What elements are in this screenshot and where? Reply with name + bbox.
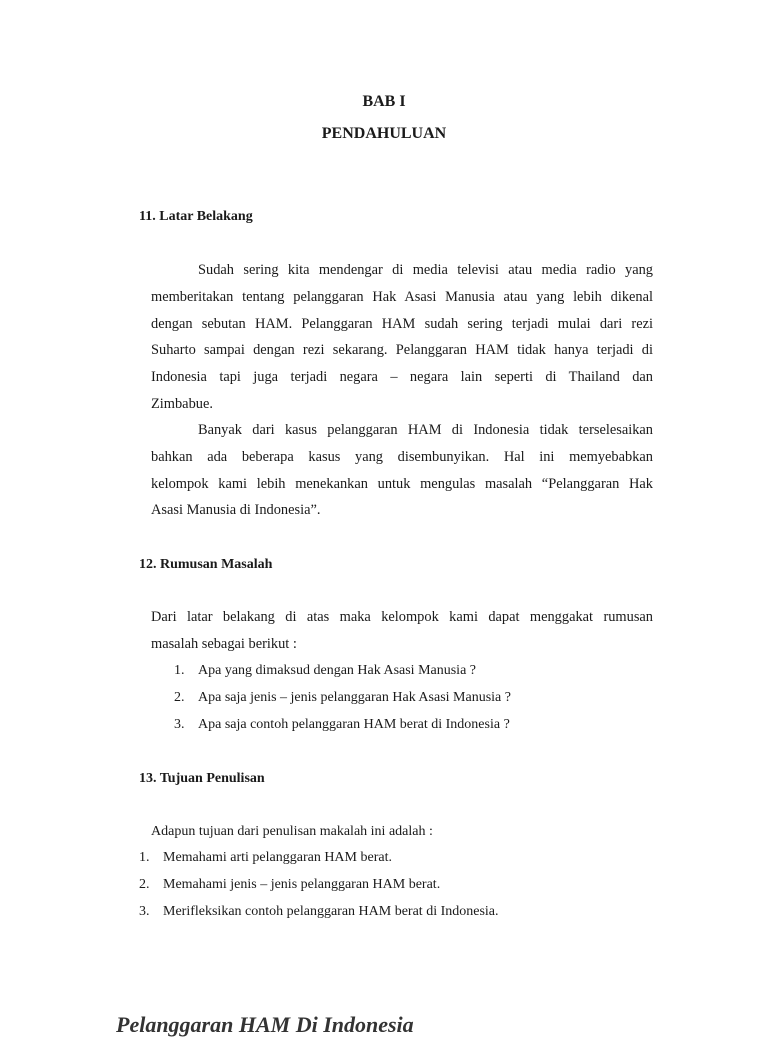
paragraph-line: Banyak dari kasus pelanggaran HAM di Indonesia tidak terselesaikan — [198, 422, 653, 438]
list-number: 1. — [174, 663, 185, 678]
list-number: 1. — [139, 850, 150, 865]
paragraph-line: Zimbabue. — [151, 395, 213, 412]
paragraph-line: Indonesia tapi juga terjadi negara – negara lain seperti di Thailand dan — [151, 369, 653, 386]
paragraph-line: memberitakan tentang pelanggaran Hak Asasi Manusia atau yang lebih dikenal — [151, 288, 653, 305]
paragraph-line: Dari latar belakang di atas maka kelompok kami dapat menggakat rumusan — [151, 609, 653, 625]
chapter-title: PENDAHULUAN — [321, 125, 447, 142]
chapter-number: BAB I — [362, 93, 406, 110]
paragraph-line: kelompok kami lebih menekankan untuk mengulas masalah “Pelanggaran Hak — [151, 475, 653, 492]
paragraph-line: dengan sebutan HAM. Pelanggaran HAM sudah sering terjadi mulai dari rezi — [151, 315, 653, 332]
next-page-cutoff-text: Pelanggaran HAM Di Indonesia — [116, 1012, 414, 1037]
list-number: 2. — [139, 877, 150, 892]
list-text: Apa saja contoh pelanggaran HAM berat di Indonesia ? — [198, 717, 510, 732]
problem-list-item — [174, 717, 510, 733]
purpose-intro: Adapun tujuan dari penulisan makalah ini adalah : — [151, 824, 433, 839]
problem-intro — [151, 604, 653, 658]
list-text: Merifleksikan contoh pelanggaran HAM berat di Indonesia. — [163, 904, 499, 919]
list-text: Memahami arti pelanggaran HAM berat. — [163, 850, 392, 865]
paragraph-line: bahkan ada beberapa kasus yang disembunyikan. Hal ini memyebabkan — [151, 448, 653, 465]
problem-list-item — [174, 690, 511, 706]
list-number: 3. — [174, 717, 185, 732]
paragraph-line: Suharto sampai dengan rezi sekarang. Pelanggaran HAM tidak hanya terjadi di — [151, 342, 653, 359]
list-number: 3. — [139, 904, 150, 919]
section-title-background: 11. Latar Belakang — [139, 209, 253, 224]
section-title-purpose: 13. Tujuan Penulisan — [139, 771, 265, 786]
background-paragraph-2 — [151, 417, 653, 524]
problem-list-item — [174, 663, 476, 679]
purpose-list-item — [139, 904, 499, 920]
list-text: Apa saja jenis – jenis pelanggaran Hak Asasi Manusia ? — [198, 690, 511, 705]
list-text: Memahami jenis – jenis pelanggaran HAM berat. — [163, 877, 441, 892]
list-number: 2. — [174, 690, 185, 705]
paragraph-line: Sudah sering kita mendengar di media televisi atau media radio yang — [198, 262, 653, 278]
background-paragraph-1 — [151, 257, 653, 418]
paragraph-line: Asasi Manusia di Indonesia”. — [151, 502, 321, 519]
purpose-list-item — [139, 877, 440, 893]
section-title-problem: 12. Rumusan Masalah — [139, 557, 273, 572]
purpose-list-item — [139, 850, 392, 866]
list-text: Apa yang dimaksud dengan Hak Asasi Manusia ? — [198, 663, 476, 678]
paragraph-line: masalah sebagai berikut : — [151, 635, 297, 652]
